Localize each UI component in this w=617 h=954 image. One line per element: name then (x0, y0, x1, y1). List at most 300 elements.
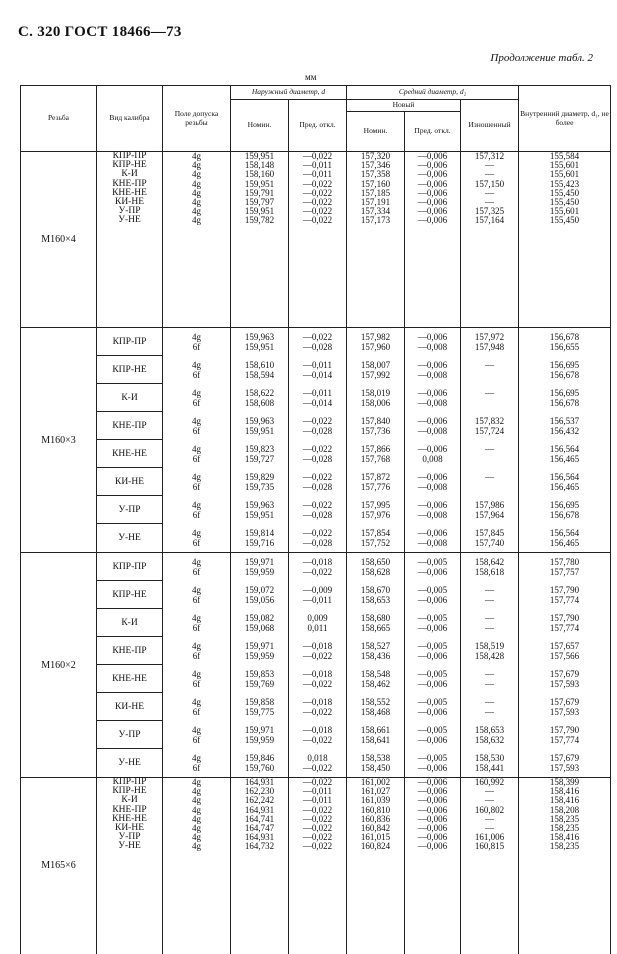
mid-worn-value: 157,832 (474, 416, 505, 426)
value-pair (519, 356, 610, 384)
value-pair (163, 412, 230, 440)
mid-nom-value: 157,160 (360, 178, 391, 189)
mid-worn-value: 158,653 (474, 725, 505, 735)
mid-worn-value: — (485, 786, 495, 797)
mid-nom-value: 157,976 (360, 510, 391, 520)
gauge-type: У-ПР (118, 206, 141, 217)
tolerance-value: 6f (192, 398, 201, 408)
mid-nom-value: 158,650 (360, 557, 391, 567)
mid-worn-value: 157,740 (474, 538, 505, 548)
tolerance-value: 6f (192, 510, 201, 520)
mid-nom-value: 161,039 (360, 795, 391, 806)
mid-worn-value: — (485, 444, 495, 454)
tolerance-value: 4g (192, 585, 201, 595)
outer-dev-value: —0,014 (302, 370, 333, 380)
outer-nom-value: 164,747 (244, 823, 275, 834)
outer-nom-value: 159,971 (244, 557, 275, 567)
value-pair (231, 637, 288, 665)
value-pair (519, 581, 610, 609)
mid-dev-value: —0,006 (417, 206, 448, 217)
value-pair (519, 665, 610, 693)
mid-nom-value: 160,824 (360, 841, 391, 852)
mid-nom-value: 158,436 (360, 651, 391, 661)
outer-dev-value: —0,022 (302, 528, 333, 538)
table-group (21, 553, 611, 778)
mid-nom-value: 161,027 (360, 786, 391, 797)
mid-dev-value: —0,006 (417, 804, 448, 815)
mid-worn-value: 160,802 (474, 804, 505, 815)
mid-nom-value: 158,641 (360, 735, 391, 745)
value-pair (405, 328, 460, 356)
outer-dev-value: —0,022 (302, 197, 333, 208)
gauge-type: КПР-ПР (97, 553, 162, 581)
mid-worn-value: 157,845 (474, 528, 505, 538)
value-pair (347, 328, 404, 356)
mid-worn-value: 157,724 (474, 426, 505, 436)
gauge-type: У-НЕ (118, 215, 141, 226)
inner-value: 158,235 (549, 813, 580, 824)
value-pair (461, 412, 518, 440)
mid-dev-value: —0,006 (417, 679, 448, 689)
value-pair (289, 496, 346, 524)
value-pair (519, 637, 610, 665)
mid-dev-value: —0,006 (417, 178, 448, 189)
mid-worn-value: — (485, 697, 495, 707)
outer-nom-value: 159,791 (244, 187, 275, 198)
thread-designation: М165×6 (21, 778, 97, 954)
tolerance-value: 6f (192, 707, 201, 717)
outer-nom-value: 164,732 (244, 841, 275, 852)
mid-worn-value: 158,530 (474, 753, 505, 763)
outer-dev-value: —0,022 (302, 763, 333, 773)
inner-value: 157,774 (549, 623, 580, 633)
mid-dev-value: —0,005 (417, 725, 448, 735)
value-pair (405, 581, 460, 609)
outer-nom-value: 159,072 (244, 585, 275, 595)
gauge-type: КНЕ-ПР (97, 637, 162, 665)
outer-dev-value: —0,028 (302, 538, 333, 548)
outer-nom-value: 159,082 (244, 613, 275, 623)
mid-nom-column-cell (347, 778, 405, 954)
value-pair (347, 721, 404, 749)
value-pair (347, 440, 404, 468)
outer-dev-value: —0,022 (302, 567, 333, 577)
inner-value: 157,757 (549, 567, 580, 577)
gauge-type: У-ПР (118, 832, 141, 843)
gauge-types (97, 328, 163, 553)
outer-nom-value: 158,160 (244, 169, 275, 180)
value-pair (519, 749, 610, 777)
value-pair (289, 384, 346, 412)
mid-worn-value: 157,972 (474, 332, 505, 342)
value-pair (347, 637, 404, 665)
inner-value: 157,780 (549, 557, 580, 567)
mid-worn-value: — (485, 679, 495, 689)
mid-dev-value: —0,008 (417, 370, 448, 380)
outer-dev-value: —0,022 (302, 832, 333, 843)
value-pair (347, 524, 404, 552)
value-pair (289, 581, 346, 609)
tolerance-value: 4g (192, 215, 201, 226)
header-outer-diameter: Наружный диаметр, d (231, 86, 347, 100)
mid-worn-value: — (485, 160, 495, 171)
mid-dev-value: —0,006 (417, 360, 448, 370)
inner-value: 157,679 (549, 753, 580, 763)
mid-dev-value: —0,005 (417, 669, 448, 679)
tolerance-value: 6f (192, 370, 201, 380)
mid-nom-value: 157,173 (360, 215, 391, 226)
gauge-types (97, 152, 163, 328)
value-pair (289, 412, 346, 440)
value-pair (289, 637, 346, 665)
inner-value: 156,695 (549, 500, 580, 510)
value-pair (519, 412, 610, 440)
gauge-type: У-НЕ (118, 533, 141, 543)
mid-nom-value: 158,665 (360, 623, 391, 633)
mid-nom-column-cell (347, 152, 405, 328)
tolerance-value: 6f (192, 763, 201, 773)
mid-worn-value (461, 398, 518, 408)
value-pair (405, 384, 460, 412)
inner-value: 156,564 (549, 444, 580, 454)
outer-nom-value: 164,741 (244, 813, 275, 824)
mid-worn-value: 158,618 (474, 567, 505, 577)
outer-nom-value: 159,846 (244, 753, 275, 763)
mid-nom-value: 157,840 (360, 416, 391, 426)
mid-nom-value: 158,661 (360, 725, 391, 735)
inner-value: 157,593 (549, 707, 580, 717)
inner-value: 155,601 (549, 169, 580, 180)
gauge-type: К-И (97, 609, 162, 637)
value-pair (231, 384, 288, 412)
mid-dev-value: —0,006 (417, 623, 448, 633)
tolerance-value: 4g (192, 823, 201, 834)
tolerance-value: 4g (192, 777, 201, 787)
tolerance-value: 4g (192, 669, 201, 679)
mid-nom-value: 160,810 (360, 804, 391, 815)
mid-nom-value: 157,185 (360, 187, 391, 198)
mid-dev-value: —0,006 (417, 813, 448, 824)
outer-nom-value: 159,782 (244, 215, 275, 226)
mid-dev-value: —0,006 (417, 528, 448, 538)
value-pair (231, 665, 288, 693)
value-pair (163, 384, 230, 412)
outer-dev-value: —0,018 (302, 725, 333, 735)
inner-value: 157,593 (549, 679, 580, 689)
mid-nom-value: 158,680 (360, 613, 391, 623)
value-pair (461, 721, 518, 749)
mid-nom-value: 157,334 (360, 206, 391, 217)
gauge-type: КПР-ПР (112, 151, 147, 161)
value-pair (405, 553, 460, 581)
value-pair (461, 356, 518, 384)
tolerance-value: 6f (192, 426, 201, 436)
inner-value: 155,450 (549, 215, 580, 226)
value-pair (231, 524, 288, 552)
gauge-type: К-И (121, 169, 138, 180)
inner-column-cell (519, 553, 611, 778)
outer-dev-value: —0,022 (302, 206, 333, 217)
inner-value: 156,465 (549, 482, 580, 492)
value-pair (289, 609, 346, 637)
value-pair (405, 440, 460, 468)
inner-column-cell (519, 328, 611, 553)
mid-worn-value: 157,948 (474, 342, 505, 352)
mid-worn-value: — (485, 169, 495, 180)
value-pair (231, 328, 288, 356)
outer-dev-value: —0,022 (302, 651, 333, 661)
value-pair (231, 749, 288, 777)
tolerance-value: 4g (192, 832, 201, 843)
outer-dev-value: —0,028 (302, 454, 333, 464)
mid-worn-value: — (485, 360, 495, 370)
value-pair (231, 721, 288, 749)
mid-nom-value: 157,872 (360, 472, 391, 482)
value-pair (347, 496, 404, 524)
value-pair (231, 553, 288, 581)
thread-gauge-table (20, 85, 611, 954)
header-outer-dev: Пред. откл. (289, 100, 347, 152)
value-pair (347, 412, 404, 440)
tolerance-value: 4g (192, 187, 201, 198)
outer-dev-value: —0,014 (302, 398, 333, 408)
value-pair (461, 328, 518, 356)
outer-dev-value: —0,018 (302, 697, 333, 707)
header-inner-diameter: Внутренний диаметр, d₁, не более (519, 86, 611, 152)
mid-dev-column-cell (405, 778, 461, 954)
mid-dev-value: —0,008 (417, 538, 448, 548)
tolerance-value: 6f (192, 482, 201, 492)
value-pair (289, 328, 346, 356)
inner-value: 157,774 (549, 735, 580, 745)
mid-nom-column-cell (347, 553, 405, 778)
tolerance-value: 4g (192, 557, 201, 567)
mid-nom-value: 158,019 (360, 388, 391, 398)
inner-column-cell (519, 778, 611, 954)
value-pair (163, 749, 230, 777)
inner-value: 157,790 (549, 613, 580, 623)
value-pair (231, 356, 288, 384)
header-mid-diameter: Средний диаметр, d₂ (347, 86, 519, 100)
inner-value: 157,774 (549, 595, 580, 605)
mid-dev-value: 0,008 (422, 454, 443, 464)
mid-worn-value: — (485, 613, 495, 623)
tolerance-value: 4g (192, 472, 201, 482)
mid-dev-value: —0,006 (417, 160, 448, 171)
outer-dev-value: —0,022 (302, 215, 333, 226)
mid-nom-value: 157,320 (360, 151, 391, 161)
mid-nom-value: 158,527 (360, 641, 391, 651)
mid-nom-column-cell (347, 328, 405, 553)
value-pair (231, 440, 288, 468)
outer-nom-value: 159,727 (244, 454, 275, 464)
inner-column-cell (519, 152, 611, 328)
outer-dev-value: —0,009 (302, 585, 333, 595)
mid-nom-value: 158,006 (360, 398, 391, 408)
table-group (21, 152, 611, 328)
value-pair (461, 637, 518, 665)
header-outer-nom: Номин. (231, 100, 289, 152)
tolerance-column-cell (163, 553, 231, 778)
inner-value: 156,695 (549, 388, 580, 398)
value-pair (231, 468, 288, 496)
outer-nom-value: 159,814 (244, 528, 275, 538)
mid-nom-value: 158,548 (360, 669, 391, 679)
value-pair (405, 749, 460, 777)
outer-dev-value: —0,011 (303, 786, 332, 797)
mid-worn-value: — (485, 795, 495, 806)
inner-value: 158,416 (549, 832, 580, 843)
mid-worn-value: 158,428 (474, 651, 505, 661)
tolerance-value: 4g (192, 360, 201, 370)
outer-dev-value: —0,011 (303, 388, 332, 398)
mid-dev-value: —0,006 (417, 416, 448, 426)
inner-value: 158,235 (549, 823, 580, 834)
mid-dev-value: —0,008 (417, 482, 448, 492)
outer-nom-value: 158,608 (244, 398, 275, 408)
value-pair (289, 693, 346, 721)
outer-dev-value: —0,028 (302, 482, 333, 492)
mid-nom-value: 157,191 (360, 197, 391, 208)
outer-nom-value: 164,931 (244, 777, 275, 787)
tolerance-column-cell (163, 778, 231, 954)
header-thread: Резьба (21, 86, 97, 152)
inner-value: 158,416 (549, 795, 580, 806)
units-label: мм (305, 72, 317, 82)
header-mid-nom: Номин. (347, 112, 405, 152)
gauge-type: У-НЕ (118, 758, 141, 768)
mid-worn-column-cell (461, 152, 519, 328)
gauge-type: КНЕ-НЕ (112, 813, 147, 824)
mid-dev-value: —0,006 (417, 595, 448, 605)
outer-nom-column-cell (231, 328, 289, 553)
inner-value: 158,208 (549, 804, 580, 815)
mid-worn-value: 161,006 (474, 832, 505, 843)
value-pair (163, 665, 230, 693)
outer-dev-value: —0,022 (302, 187, 333, 198)
table-continuation-label: Продолжение табл. 2 (490, 52, 593, 64)
value-pair (289, 524, 346, 552)
mid-worn-value: 157,312 (474, 151, 505, 161)
tolerance-value: 4g (192, 206, 201, 217)
mid-nom-value: 157,854 (360, 528, 391, 538)
tolerance-value: 6f (192, 651, 201, 661)
outer-nom-value: 159,769 (244, 679, 275, 689)
value-pair (347, 665, 404, 693)
outer-nom-value: 164,931 (244, 804, 275, 815)
value-pair (163, 328, 230, 356)
value-pair (289, 553, 346, 581)
outer-nom-value: 162,230 (244, 786, 275, 797)
mid-dev-value: —0,006 (417, 151, 448, 161)
inner-value: 157,679 (549, 669, 580, 679)
value-pair (461, 384, 518, 412)
value-pair (347, 553, 404, 581)
mid-dev-value: —0,006 (417, 332, 448, 342)
outer-dev-value: —0,022 (302, 777, 333, 787)
gauge-types (97, 553, 163, 778)
gauge-type: КПР-НЕ (112, 786, 147, 797)
value-pair (519, 328, 610, 356)
gauge-type: КИ-НЕ (114, 197, 145, 208)
outer-dev-column-cell (289, 778, 347, 954)
outer-nom-value: 159,971 (244, 641, 275, 651)
header-tolerance: Поле допуска резьбы (163, 86, 231, 152)
inner-value: 156,678 (549, 398, 580, 408)
gauge-type: КПР-НЕ (112, 160, 147, 171)
value-pair (163, 581, 230, 609)
mid-dev-column-cell (405, 152, 461, 328)
tolerance-value: 4g (192, 169, 201, 180)
outer-dev-value: —0,022 (302, 804, 333, 815)
mid-dev-value: —0,005 (417, 697, 448, 707)
value-pair (461, 553, 518, 581)
mid-dev-value: —0,005 (417, 585, 448, 595)
outer-nom-value: 159,959 (244, 735, 275, 745)
outer-dev-value: —0,022 (302, 500, 333, 510)
value-pair (289, 665, 346, 693)
outer-nom-value: 159,951 (244, 426, 275, 436)
outer-nom-value: 164,931 (244, 832, 275, 843)
tolerance-value: 6f (192, 679, 201, 689)
mid-nom-value: 157,960 (360, 342, 391, 352)
value-pair (163, 609, 230, 637)
mid-worn-value: 158,519 (474, 641, 505, 651)
mid-dev-value: —0,006 (417, 841, 448, 852)
outer-dev-value: —0,022 (302, 735, 333, 745)
inner-value: 156,465 (549, 538, 580, 548)
tolerance-value: 4g (192, 804, 201, 815)
value-pair (405, 412, 460, 440)
value-pair (461, 609, 518, 637)
tolerance-value: 4g (192, 753, 201, 763)
mid-dev-value: —0,006 (417, 388, 448, 398)
value-pair (519, 609, 610, 637)
mid-dev-value: —0,006 (417, 763, 448, 773)
tolerance-value: 4g (192, 641, 201, 651)
mid-nom-value: 158,653 (360, 595, 391, 605)
outer-dev-value: —0,022 (302, 444, 333, 454)
tolerance-value: 4g (192, 151, 201, 161)
value-pair (163, 440, 230, 468)
outer-nom-value: 159,963 (244, 332, 275, 342)
outer-dev-value: 0,009 (307, 613, 328, 623)
outer-dev-value: —0,018 (302, 557, 333, 567)
tolerance-value: 6f (192, 454, 201, 464)
mid-nom-value: 157,992 (360, 370, 391, 380)
mid-nom-value: 158,450 (360, 763, 391, 773)
value-pair (405, 693, 460, 721)
mid-worn-value: — (485, 707, 495, 717)
mid-worn-value: — (485, 623, 495, 633)
value-pair (163, 721, 230, 749)
tolerance-value: 4g (192, 388, 201, 398)
value-pair (519, 468, 610, 496)
outer-dev-value: —0,022 (302, 679, 333, 689)
inner-value: 157,593 (549, 763, 580, 773)
value-pair (461, 581, 518, 609)
inner-value: 156,678 (549, 332, 580, 342)
mid-worn-value: 157,164 (474, 215, 505, 226)
outer-dev-value: 0,018 (307, 753, 328, 763)
mid-nom-value: 158,462 (360, 679, 391, 689)
mid-worn-value: — (485, 197, 495, 208)
mid-dev-value: —0,006 (417, 444, 448, 454)
mid-worn-value: 157,325 (474, 206, 505, 217)
outer-nom-column-cell (231, 778, 289, 954)
mid-worn-value: 160,992 (474, 777, 505, 787)
thread-designation: М160×4 (21, 152, 97, 328)
